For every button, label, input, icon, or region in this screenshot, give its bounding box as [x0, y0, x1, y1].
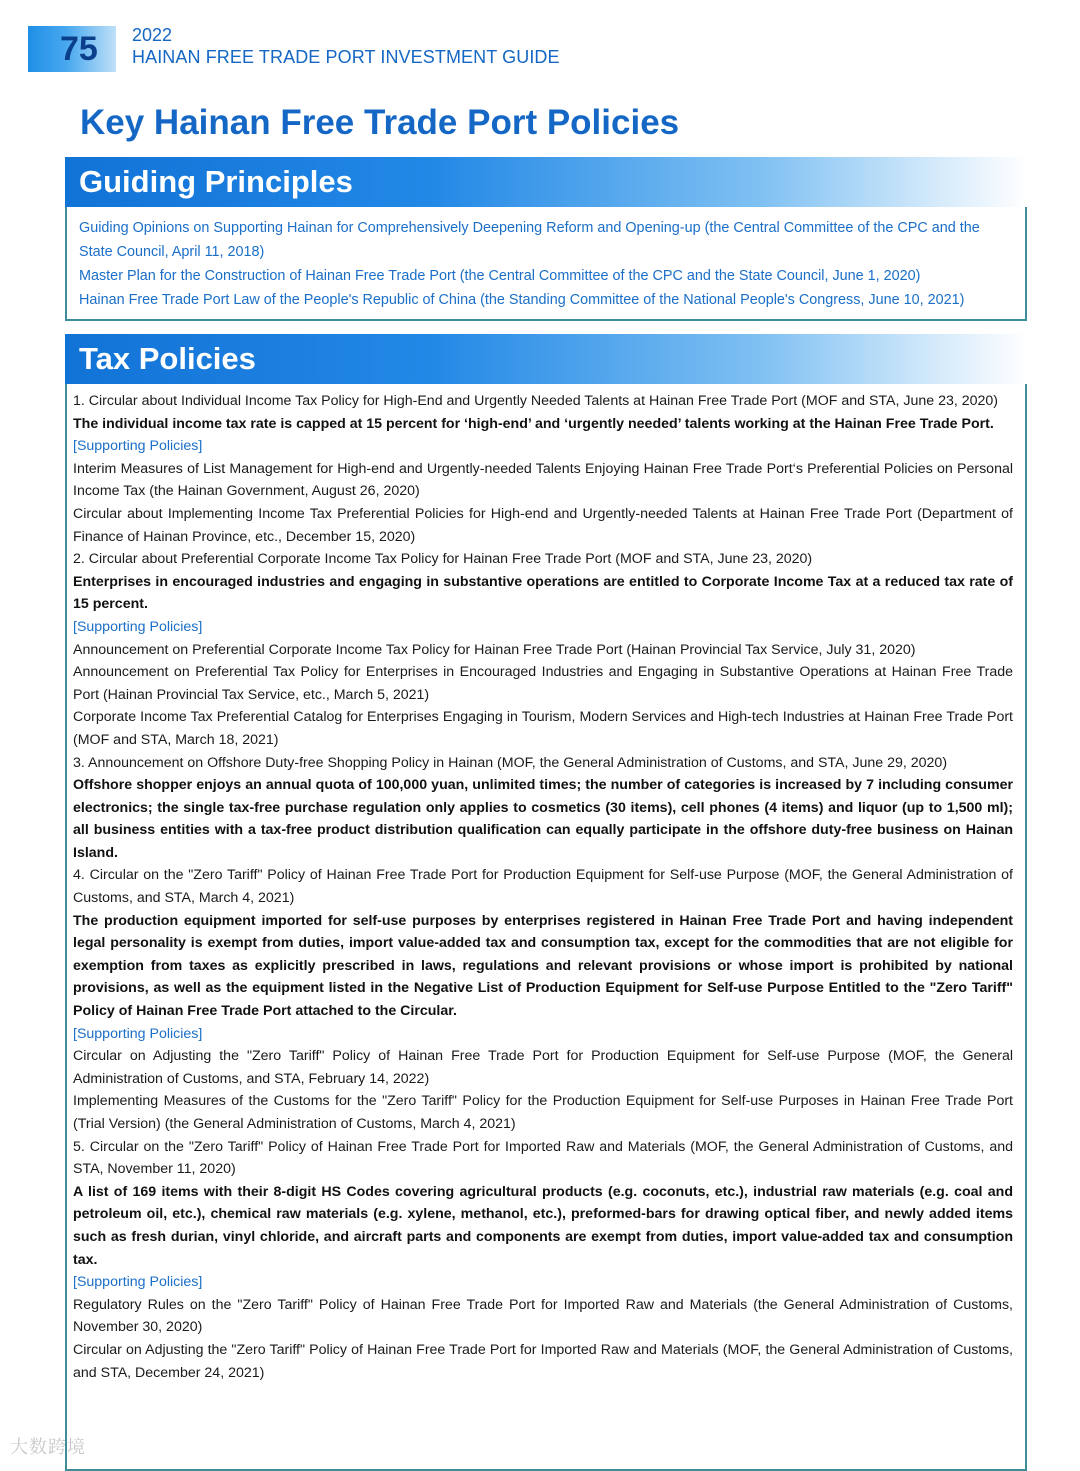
guiding-principle-item: Guiding Opinions on Supporting Hainan for Comprehensively Deepening Reform and Opening-up (the Central Committee of the CPC and the State Council, April 11, 2018) — [79, 220, 980, 260]
running-header — [132, 25, 560, 69]
tax-policies-box — [65, 384, 1027, 1471]
tax-policies-section — [65, 334, 1027, 1471]
policy-2-summary: Enterprises in encouraged industries and engaging in substantive operations are entitled to Corporate Income Tax at a reduced tax rate of 15 percent. — [73, 573, 1013, 613]
policy-4-title: 4. Circular on the "Zero Tariff" Policy of Hainan Free Trade Port for Production Equipment for Self-use Purpose (MOF, the General Administration of Customs, and STA, March 4, 2021) — [73, 867, 1013, 907]
supporting-policy-item: Corporate Income Tax Preferential Catalog for Enterprises Engaging in Tourism, Modern Services and High-tech Industries at Hainan Free Trade Port (MOF and STA, March 18, 2021) — [73, 709, 1013, 748]
supporting-policy-item: Circular on Adjusting the "Zero Tariff" Policy of Hainan Free Trade Port for Imported Raw and Materials (MOF, the General Administration of Customs, and STA, December 24, 2021) — [73, 1341, 1013, 1381]
supporting-policies-label: [Supporting Policies] — [73, 438, 203, 455]
policy-4-summary: The production equipment imported for self-use purposes by enterprises registered in Hainan Free Trade Port and having independent legal personality is exempt from duties, import value-added tax and consumption tax, except for the commodities that are not eligible for exemption from taxes as explicitly prescribed in laws, regulations and relevant provisions or whose import is prohibited by national provisions, as well as the equipment listed in the Negative List of Production Equipment for Self-use Purpose Entitled to the "Zero Tariff" Policy of Hainan Free Trade Port attached to the Circular. — [73, 912, 1013, 1020]
supporting-policy-item: Implementing Measures of the Customs for the "Zero Tariff" Policy for the Production Equipment for Self-use Purposes in Hainan Free Trade Port (Trial Version) (the General Administration of Customs, March 4, 2021) — [73, 1093, 1013, 1132]
policy-5-title: 5. Circular on the "Zero Tariff" Policy of Hainan Free Trade Port for Imported Raw and Materials (MOF, the General Administration of Customs, and STA, November 11, 2020) — [73, 1138, 1013, 1178]
tax-policies-heading: Tax Policies — [79, 341, 256, 376]
policy-1-title: 1. Circular about Individual Income Tax Policy for High-End and Urgently Needed Talents at Hainan Free Trade Port (MOF and STA, June 23, 2020) — [73, 393, 999, 409]
watermark: 大数跨境 — [10, 1437, 86, 1457]
policy-5-summary: A list of 169 items with their 8-digit HS Codes covering agricultural products (e.g. coconuts, etc.), industrial raw materials (e.g. coal and petroleum oil, etc.), chemical raw materials (e.g. xylene, methanol, etc.), preformed-bars for drawing optical fiber, and newly added items such as fresh durian, vinyl chloride, and aircraft parts and components are exempt from duties, import value-added tax and consumption tax. — [73, 1183, 1013, 1268]
supporting-policy-item: Circular about Implementing Income Tax Preferential Policies for High-end and Urgently-needed Talents at Hainan Free Trade Port (Department of Finance of Hainan Province, etc., December 15, 2020) — [73, 505, 1013, 545]
supporting-policy-item: Interim Measures of List Management for High-end and Urgently-needed Talents Enjoying Hainan Free Trade Port‘s Preferential Policies on Personal Income Tax (the Hainan Government, August 26, 2020) — [73, 460, 1013, 500]
supporting-policy-item: Announcement on Preferential Corporate Income Tax Policy for Hainan Free Trade Port (Hainan Provincial Tax Service, July 31, 2020) — [73, 641, 916, 658]
supporting-policy-item: Announcement on Preferential Tax Policy for Enterprises in Encouraged Industries and Engaging in Substantive Operations at Hainan Free Trade Port (Hainan Provincial Tax Service, etc., March 5, 2021) — [73, 664, 1013, 703]
section-header-bar — [65, 157, 1027, 207]
section-header-bar — [65, 334, 1027, 384]
supporting-policies-label: [Supporting Policies] — [73, 1274, 203, 1291]
supporting-policies-label: [Supporting Policies] — [73, 618, 203, 635]
page-title: Key Hainan Free Trade Port Policies — [80, 103, 680, 142]
header-guide-title: HAINAN FREE TRADE PORT INVESTMENT GUIDE — [132, 47, 560, 67]
header-year: 2022 — [132, 25, 173, 45]
guiding-principle-item: Hainan Free Trade Port Law of the People's Republic of China (the Standing Committee of the National People's Congress, June 10, 2021) — [79, 292, 965, 308]
guiding-principles-section — [65, 157, 1027, 321]
policy-3-title: 3. Announcement on Offshore Duty-free Shopping Policy in Hainan (MOF, the General Administration of Customs, and STA, June 29, 2020) — [73, 754, 948, 771]
guiding-principles-heading: Guiding Principles — [79, 164, 353, 199]
guiding-principles-box — [65, 207, 1027, 321]
supporting-policy-item: Circular on Adjusting the "Zero Tariff" Policy of Hainan Free Trade Port for Production Equipment for Self-use Purpose (MOF, the General Administration of Customs, and STA, February 14, 2022) — [73, 1048, 1013, 1087]
supporting-policies-label: [Supporting Policies] — [73, 1025, 203, 1042]
guiding-principle-item: Master Plan for the Construction of Hainan Free Trade Port (the Central Committee of the CPC and the State Council, June 1, 2020) — [79, 268, 921, 284]
supporting-policy-item: Regulatory Rules on the "Zero Tariff" Policy of Hainan Free Trade Port for Imported Raw and Materials (the General Administration of Customs, November 30, 2020) — [73, 1296, 1013, 1336]
page-number: 75 — [60, 30, 98, 68]
policy-2-title: 2. Circular about Preferential Corporate Income Tax Policy for Hainan Free Trade Port (MOF and STA, June 23, 2020) — [73, 551, 813, 568]
policy-3-summary: Offshore shopper enjoys an annual quota of 100,000 yuan, unlimited times; the number of categories is increased by 7 including consumer electronics; the single tax-free purchase regulation only applies to cosmetics (30 items), cell phones (4 items) and liquor (up to 1,500 ml); all business entities with a tax-free product distribution qualification can equally participate in the offshore duty-free business on Hainan Island. — [73, 777, 1013, 861]
policy-1-summary: The individual income tax rate is capped at 15 percent for ‘high-end’ and ‘urgently needed’ talents working at the Hainan Free Trade Port. — [73, 415, 994, 432]
